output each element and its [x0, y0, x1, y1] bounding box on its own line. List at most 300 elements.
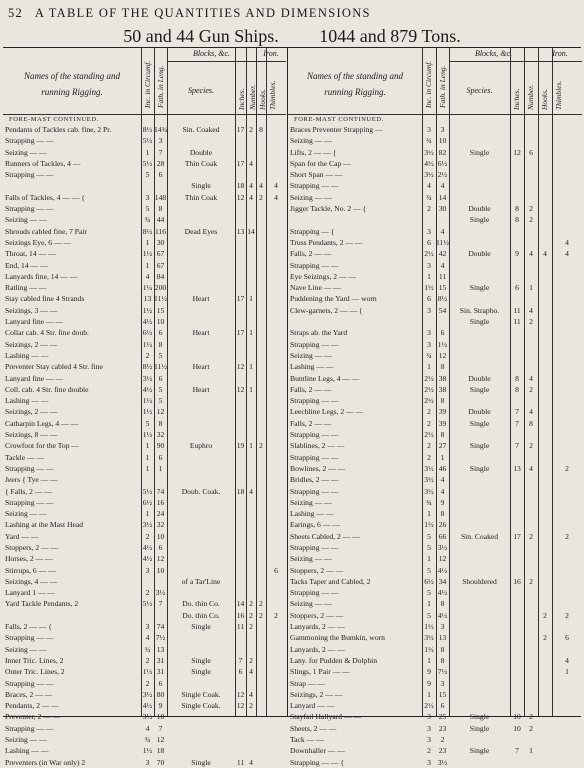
cell-inc: 2 [427, 418, 431, 428]
column-header-names: Names of the standing and [307, 71, 403, 81]
table-right-half [287, 48, 582, 767]
cell-numb: 4 [249, 757, 253, 767]
table-row [3, 203, 286, 214]
cell-name: Strapping — — [290, 339, 339, 349]
blocks-group-rule [449, 61, 538, 62]
column-header-blocks: Blocks, &c. [474, 49, 513, 58]
cell-name: Seizing — — [5, 644, 47, 654]
table-row [288, 147, 582, 158]
table-row [3, 474, 286, 485]
cell-numb: 2 [249, 622, 253, 632]
cell-fath: 80 [156, 689, 165, 699]
cell-numb: 4 [529, 373, 533, 383]
table-row [288, 214, 582, 225]
cell-name: Strapping — — [290, 430, 339, 440]
table-row [288, 519, 582, 530]
cell-fath: 8 [440, 599, 445, 609]
cell-inc: 6½ [142, 497, 153, 507]
cell-name: End, 14 — — [5, 260, 48, 270]
cell-hook: 2 [259, 610, 263, 620]
column-header-iron: Iron. [552, 49, 568, 58]
cell-inch: 7 [515, 441, 519, 451]
cell-name: Falls, 2 — — [290, 249, 332, 259]
cell-inch: 17 [513, 531, 521, 541]
cell-fath: 28 [156, 158, 165, 168]
cell-inc: 1½ [142, 396, 153, 406]
cell-spec: Single [469, 283, 490, 293]
cell-inc: 3 [427, 260, 431, 270]
cell-spec: Single [469, 384, 490, 394]
cell-name: Lashing — — [5, 746, 49, 756]
cell-inc: 3½ [424, 633, 434, 643]
cell-inc: 5½ [142, 158, 153, 168]
cell-name: Stay cabled fine 4 Strands [5, 294, 85, 304]
cell-hook: 2 [259, 441, 263, 451]
cell-fath: 11½ [154, 294, 168, 304]
cell-name: Clew-garnets, 2 — — { [290, 305, 363, 315]
cell-numb: 1 [249, 328, 253, 338]
column-header-inc: Inc. in Circumf. [143, 60, 152, 108]
cell-numb: 6 [529, 147, 533, 157]
cell-inc: 3½ [142, 520, 153, 530]
cell-spec: Dead Eyes [184, 226, 218, 236]
cell-fath: 26 [438, 520, 447, 530]
cell-thim: 6 [565, 633, 569, 643]
cell-name: Falls, 2 — — [290, 418, 332, 428]
cell-spec: Double [468, 249, 491, 259]
table-row [288, 305, 582, 316]
table-row [3, 711, 286, 722]
cell-fath: 13 [438, 633, 447, 643]
cell-fath: 6 [158, 542, 163, 552]
cell-name: Seizings, 2 — — [5, 339, 58, 349]
cell-fath: 12 [156, 735, 165, 745]
cell-inc: 8½ [142, 362, 153, 372]
table-row [288, 361, 582, 372]
cell-name: Strapping — — [290, 396, 339, 406]
cell-fath: 8 [440, 509, 445, 519]
cell-inc: 1 [427, 554, 431, 564]
cell-inc: 2½ [424, 384, 434, 394]
cell-inch: 19 [236, 441, 245, 451]
table-row [3, 158, 286, 169]
column-header-iron: Iron. [263, 49, 279, 58]
cell-fath: 7 [158, 599, 163, 609]
cell-spec: Heart [192, 294, 210, 304]
cell-spec: Thin Coak [184, 192, 218, 202]
cell-inc: 2 [427, 441, 431, 451]
cell-inc: 1½ [424, 520, 434, 530]
cell-hook: 2 [543, 610, 547, 620]
table-row [288, 293, 582, 304]
cell-spec: Single [469, 441, 490, 451]
cell-spec: Double [468, 407, 491, 417]
cell-fath: 12 [438, 554, 447, 564]
cell-fath: 32 [156, 520, 165, 530]
cell-name: Strapping — — [5, 463, 54, 473]
cell-fath: 24 [156, 509, 165, 519]
table-row [288, 158, 582, 169]
cell-inc: 2 [145, 678, 150, 688]
cell-inch: 11 [236, 622, 245, 632]
cell-fath: 8 [440, 655, 445, 665]
table-row [3, 350, 286, 361]
cell-fath: 30 [438, 204, 447, 214]
cell-name: Seizings, 3 — — [5, 305, 58, 315]
table-row [3, 463, 286, 474]
cell-numb: 4 [249, 486, 253, 496]
cell-fath: 15 [438, 689, 447, 699]
cell-fath: 4 [440, 260, 445, 270]
table-row [288, 226, 582, 237]
table-row [288, 531, 582, 542]
cell-hook: 4 [543, 249, 547, 259]
cell-numb: 2 [249, 655, 253, 665]
column-header-hook: Hooks. [258, 88, 267, 110]
cell-name: Lanyard — — [290, 701, 335, 711]
cell-name: Lanyards, 2 — — [290, 644, 345, 654]
table-row [3, 723, 286, 734]
cell-spec: Single [469, 463, 490, 473]
cell-thim: 2 [565, 463, 569, 473]
cell-inch: 8 [515, 384, 519, 394]
cell-name: Tackle — — [5, 452, 45, 462]
table-row [3, 745, 286, 756]
cell-fath: 39 [438, 418, 447, 428]
table-row [3, 293, 286, 304]
header-rule [3, 114, 286, 115]
cell-fath: 1 [158, 463, 163, 473]
cell-inch: 17 [236, 294, 245, 304]
table-row [3, 553, 286, 564]
table-row [288, 587, 582, 598]
cell-hook: 2 [259, 192, 263, 202]
cell-numb: 4 [249, 192, 253, 202]
cell-name: Stayfail Hallyard — — [290, 712, 362, 722]
cell-fath: 42 [438, 249, 447, 259]
iron-group-rule [538, 61, 582, 62]
cell-name: Stoppers, 2 — — [5, 542, 59, 552]
table-row [288, 248, 582, 259]
cell-fath: 2 [440, 735, 445, 745]
cell-numb: 2 [529, 441, 533, 451]
cell-thim: 4 [565, 655, 569, 665]
table-row [288, 644, 582, 655]
cell-name: Span for the Cap — [290, 158, 351, 168]
table-row [3, 486, 286, 497]
table-row [288, 598, 582, 609]
cell-numb: 2 [529, 215, 533, 225]
table-row [3, 678, 286, 689]
cell-inch: 7 [238, 655, 243, 665]
table-row [288, 689, 582, 700]
table-row [3, 147, 286, 158]
cell-name: Eye Seizings, 2 — — [290, 271, 357, 281]
subtitle-tons: 1044 and 879 Tons. [319, 26, 461, 46]
cell-thim: 4 [565, 237, 569, 247]
cell-inc: 1 [145, 147, 150, 157]
cell-inc: 3 [145, 622, 150, 632]
cell-inc: ¾ [144, 644, 151, 654]
cell-inc: 4½ [424, 158, 434, 168]
cell-fath: 67 [156, 249, 165, 259]
table-row [288, 666, 582, 677]
cell-spec: Doub. Coak. [181, 486, 221, 496]
cell-name: Sheets, 2 — — [290, 723, 337, 733]
cell-name: Falls, 2 — — { [5, 622, 52, 632]
cell-name: Yard — — [5, 531, 39, 541]
cell-spec: Single [469, 746, 490, 756]
cell-inc: 3 [427, 328, 431, 338]
cell-name: Pendants of Tackles cab. fine, 2 Pr. [5, 125, 112, 134]
blocks-group-rule [167, 61, 256, 62]
cell-numb: 4 [529, 305, 533, 315]
cell-fath: 3½ [437, 757, 448, 767]
cell-inc: ¾ [426, 350, 432, 360]
cell-inc: 3 [427, 339, 431, 349]
cell-inc: 1½ [142, 249, 153, 259]
cell-name: Runners of Tackles, 4 — [5, 158, 81, 168]
cell-inc: 9 [427, 667, 431, 677]
cell-numb: 1 [249, 441, 253, 451]
cell-inc: 2 [145, 531, 150, 541]
cell-hook: 2 [543, 633, 547, 643]
cell-name: Outer Tric. Lines, 2 [5, 667, 65, 677]
cell-numb: 8 [529, 418, 533, 428]
cell-numb: 4 [249, 667, 253, 677]
cell-inc: 13 [143, 294, 152, 304]
cell-inc: 4 [145, 723, 150, 733]
cell-numb: 4 [249, 158, 253, 168]
cell-fath: 7½ [155, 633, 166, 643]
cell-fath: 4 [440, 475, 445, 485]
cell-inc: 5 [427, 588, 431, 598]
running-head [8, 6, 578, 21]
table-row [288, 757, 582, 768]
table-row [288, 350, 582, 361]
table-row [288, 474, 582, 485]
cell-spec: Single [191, 757, 211, 767]
cell-fath: 23 [438, 723, 447, 733]
cell-name: Strapping — — [5, 633, 54, 643]
cell-name: Sheets Cabled, 2 — — [290, 531, 360, 541]
cell-inc: 9 [427, 678, 431, 688]
cell-numb: 4 [529, 407, 533, 417]
cell-name: Seizing — — [290, 192, 332, 202]
cell-name: Seizings, 2 — — [290, 689, 343, 699]
table-row [288, 553, 582, 564]
cell-name: Strapping — — [290, 542, 339, 552]
column-header-inch: Inches. [512, 88, 521, 110]
cell-fath: 6 [158, 452, 163, 462]
column-header-names: Names of the standing and [24, 71, 120, 81]
cell-inch: 8 [515, 373, 519, 383]
cell-inc: 5½ [142, 599, 153, 609]
cell-name: Straps ab. the Yard [290, 328, 348, 338]
cell-name: Strapping — — [290, 181, 339, 191]
table-row [288, 565, 582, 576]
table-row [3, 689, 286, 700]
cell-inch: 6 [515, 283, 519, 293]
cell-inc: 3 [427, 712, 431, 722]
cell-inc: 4 [145, 271, 150, 281]
table-row [3, 124, 286, 135]
cell-inch: 11 [236, 757, 245, 767]
cell-name: Seizings, 8 — — [5, 430, 58, 440]
cell-inch: 10 [513, 723, 521, 733]
cell-inch: 13 [513, 463, 521, 473]
cell-name: Lashing — — [5, 350, 49, 360]
cell-inch: 8 [515, 215, 519, 225]
cell-spec: Single [469, 147, 490, 157]
column-header-numb: Number. [248, 84, 257, 110]
cell-name: Nave Line — — [290, 283, 341, 293]
cell-name: Strapping — — [5, 497, 54, 507]
cell-fath: 8½ [437, 294, 448, 304]
table-row [288, 497, 582, 508]
cell-name: Preventer, 2 — — [5, 712, 61, 722]
table-row [3, 576, 286, 587]
table-row [3, 418, 286, 429]
cell-fath: 3½ [437, 542, 448, 552]
cell-fath: 27 [438, 441, 447, 451]
cell-inc: 6½ [424, 576, 434, 586]
cell-inch: 8 [515, 204, 519, 214]
table-row [3, 565, 286, 576]
cell-inc: 1 [145, 463, 150, 473]
cell-name: Strap — — [290, 678, 326, 688]
cell-name: Strapping — — [290, 452, 339, 462]
column-header-fath: Fath. in Leng. [156, 65, 165, 108]
cell-inch: 10 [513, 712, 521, 722]
table-row [3, 531, 286, 542]
cell-inc: 1 [427, 362, 431, 372]
cell-inc: 3 [427, 735, 431, 745]
table-row [3, 214, 286, 225]
cell-name: Gammoning the Bumkin, worn [290, 633, 385, 643]
table-row [3, 192, 286, 203]
column-header-species: Species. [466, 86, 493, 95]
cell-name: Strapping — — [5, 170, 54, 180]
table-row [288, 700, 582, 711]
table-row [3, 373, 286, 384]
cell-fath: 4 [440, 486, 445, 496]
cell-inc: 5 [427, 542, 431, 552]
cell-inc: 2½ [424, 430, 434, 440]
cell-spec: Single [191, 655, 211, 665]
table-row [288, 734, 582, 745]
cell-spec: Sin. Coaked [460, 531, 499, 541]
cell-fath: 13 [156, 644, 165, 654]
cell-name: Seizing — — [290, 599, 332, 609]
cell-fath: 1 [440, 452, 445, 462]
cell-fath: 6 [158, 328, 163, 338]
cell-name: Horses, 2 — — [5, 554, 53, 564]
cell-fath: 6 [158, 170, 163, 180]
cell-inc: 5 [427, 565, 431, 575]
cell-inc: 1 [427, 655, 431, 665]
cell-fath: 74 [156, 486, 165, 496]
cell-name: Buntline Legs, 4 — — [290, 373, 360, 383]
cell-numb: 2 [249, 125, 253, 134]
cell-name: Stirrups, 6 — — [5, 565, 56, 575]
table-row [3, 621, 286, 632]
cell-fath: 16 [156, 497, 165, 507]
cell-fath: 12 [438, 350, 447, 360]
cell-name: Lanyard 1 — — [5, 588, 55, 598]
cell-spec: Euphro [189, 441, 213, 451]
cell-name: Seizing — — [5, 509, 47, 519]
cell-name: Earings, 6 — — [290, 520, 340, 530]
cell-fath: 3 [440, 622, 445, 632]
cell-name: Strapping — — [5, 678, 54, 688]
cell-fath: 70 [156, 757, 165, 767]
cell-fath: 5 [158, 384, 163, 394]
table-row [3, 316, 286, 327]
cell-fath: 11½ [154, 362, 168, 372]
cell-name: Ratling — — [5, 283, 47, 293]
cell-hook: 8 [259, 125, 263, 134]
table-row [288, 384, 582, 395]
cell-numb: 4 [249, 689, 253, 699]
table-row [3, 440, 286, 451]
cell-spec: Single [191, 667, 211, 677]
cell-fath: 30 [156, 237, 165, 247]
cell-name: Tack — — [290, 735, 324, 745]
cell-fath: 3 [440, 678, 445, 688]
cell-name: Coll. cab. 4 Str. fine double [5, 384, 89, 394]
cell-fath: 1½ [437, 339, 448, 349]
cell-spec: Single [191, 622, 211, 632]
cell-fath: 2½ [437, 170, 448, 180]
cell-fath: 39 [438, 407, 447, 417]
cell-thim: 4 [274, 192, 278, 202]
table-row [288, 124, 582, 135]
cell-numb: 1 [249, 294, 253, 304]
cell-inc: ¾ [426, 192, 432, 202]
cell-name: Throat, 14 — — [5, 249, 56, 259]
cell-name: Stoppers, 2 — — [290, 565, 344, 575]
cell-fath: 38 [438, 384, 447, 394]
cell-inc: ¾ [426, 136, 432, 146]
cell-name: Preventers (in War only) 2 [5, 757, 86, 767]
table-row [3, 734, 286, 745]
cell-numb: 14 [247, 226, 255, 236]
table-row [3, 384, 286, 395]
cell-numb: 1 [249, 362, 253, 372]
cell-inch: 7 [515, 746, 519, 756]
cell-inc: 6½ [142, 328, 153, 338]
table-row [3, 666, 286, 677]
table-row [3, 339, 286, 350]
table-row [3, 655, 286, 666]
cell-numb: 1 [529, 746, 533, 756]
cell-fath: 8 [158, 339, 163, 349]
cell-fath: 12 [156, 554, 165, 564]
cell-name: Falls, 2 — — [290, 384, 332, 394]
cell-inc: 2 [427, 407, 431, 417]
cell-inch: 9 [515, 249, 519, 259]
cell-fath: 9 [158, 701, 163, 711]
section-heading: FORE-MAST CONTINUED. [9, 116, 99, 123]
cell-inc: 2 [145, 588, 150, 598]
cell-inc: 8½ [142, 226, 153, 236]
cell-name: Braces Preventer Strapping — [290, 125, 383, 134]
cell-name: Strapping — — [5, 723, 54, 733]
cell-fath: 44 [156, 215, 165, 225]
cell-spec: Heart [192, 384, 210, 394]
cell-name: Pendants, 2 — — [5, 701, 59, 711]
